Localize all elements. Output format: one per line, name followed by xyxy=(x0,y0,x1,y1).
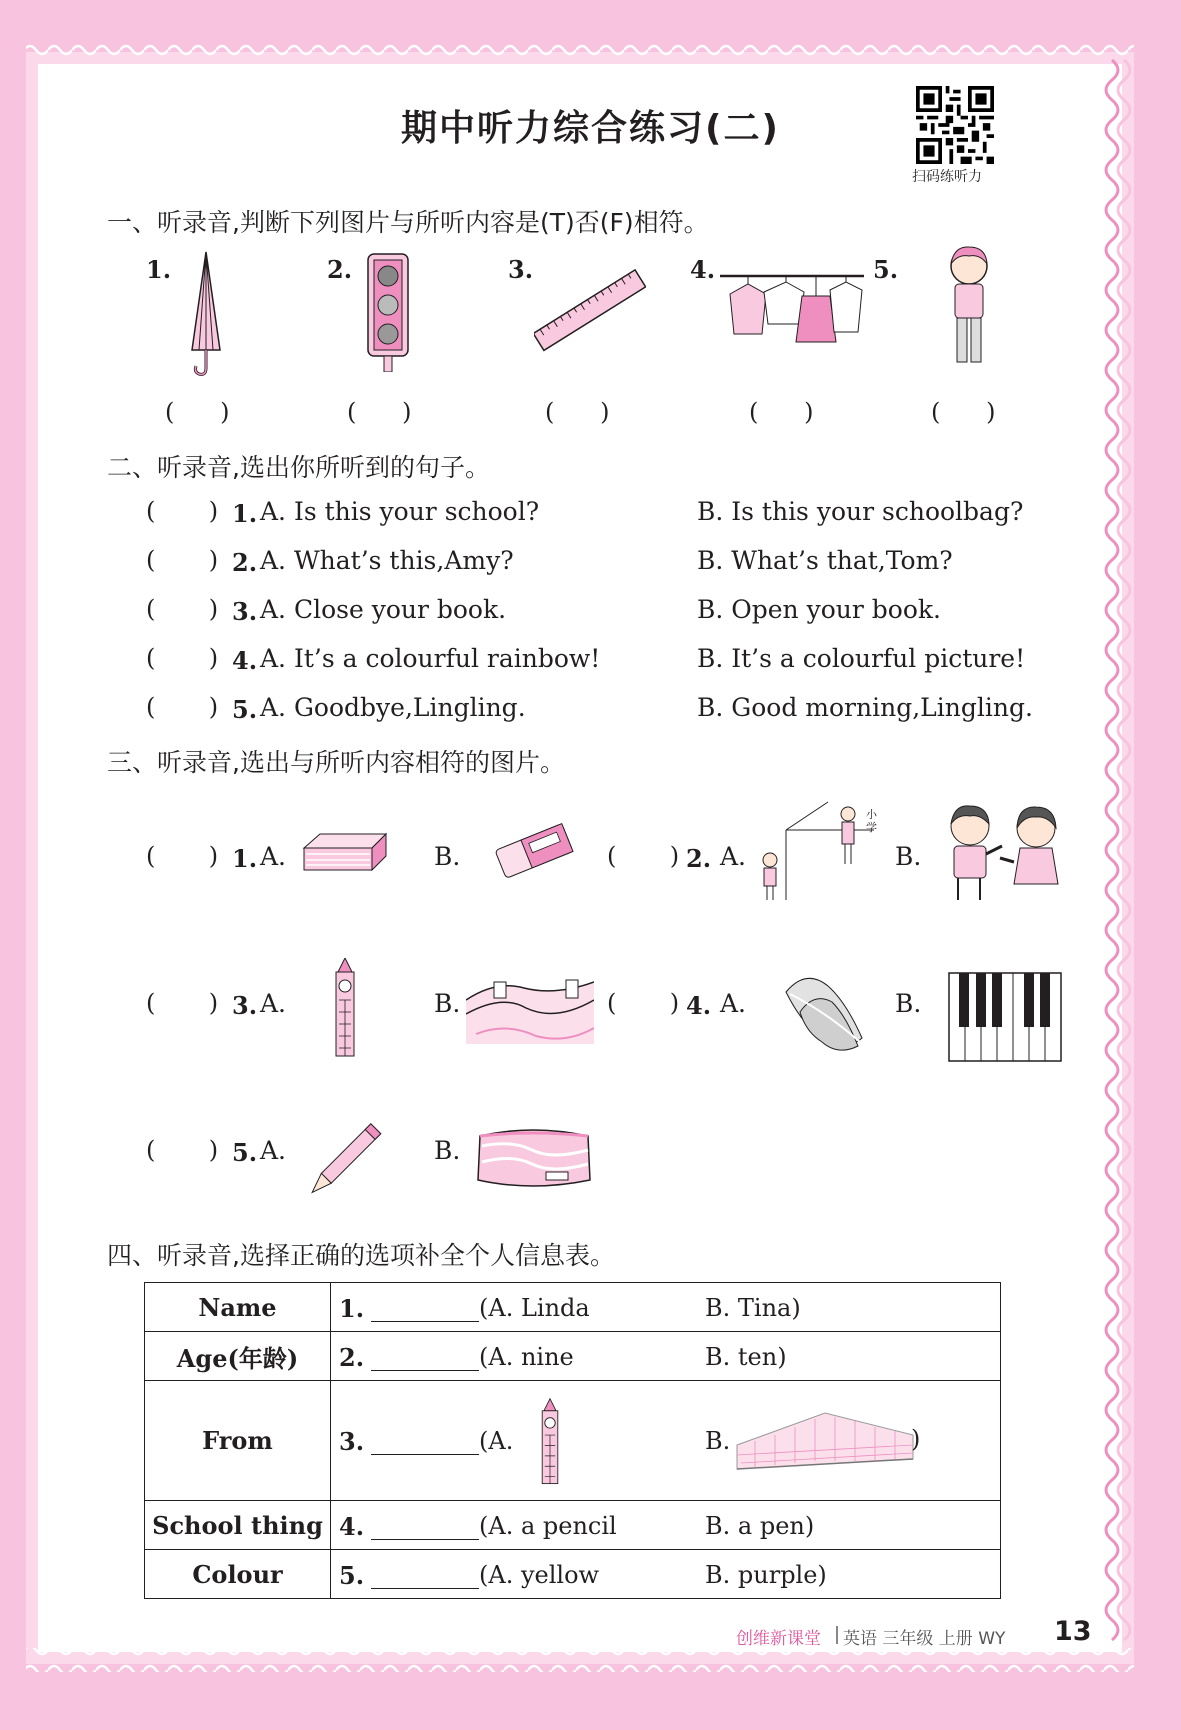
s2-option-a3: A. Close your book. xyxy=(260,595,507,624)
answer-cell-4[interactable] xyxy=(331,1501,1001,1550)
s1-item2-number: 2. xyxy=(327,255,353,284)
children-greeting-icon xyxy=(940,802,1068,904)
s3-number2: 2. xyxy=(686,844,712,873)
s1-answer3[interactable]: ( ) xyxy=(545,398,610,426)
option-close-3: ) xyxy=(911,1425,921,1453)
s2-answer5[interactable]: ( ) xyxy=(146,693,219,721)
s3-label-b5: B. xyxy=(434,1136,461,1165)
row-label-school-thing: School thing xyxy=(145,1501,331,1550)
waving-at-school-icon xyxy=(748,800,876,908)
section2-heading: 二、听录音,选出你所听到的句子。 xyxy=(107,453,490,482)
book-icon xyxy=(300,830,390,876)
option-a-1: (A. Linda xyxy=(479,1294,590,1322)
section4-heading: 四、听录音,选择正确的选项补全个人信息表。 xyxy=(107,1241,615,1270)
s3-number5: 5. xyxy=(232,1138,258,1167)
s2-answer3[interactable]: ( ) xyxy=(146,595,219,623)
option-a-4: (A. a pencil xyxy=(479,1512,617,1540)
s3-label-a2: A. xyxy=(720,842,747,871)
s2-option-b3: B. Open your book. xyxy=(697,595,941,624)
option-b-3: B. xyxy=(705,1427,731,1455)
s2-number2: 2. xyxy=(232,548,258,577)
s3-label-a4: A. xyxy=(720,989,747,1018)
row-number-5: 5. xyxy=(339,1561,365,1590)
eraser-icon xyxy=(492,818,576,884)
s3-label-a3: A. xyxy=(260,989,287,1018)
answer-blank-2[interactable] xyxy=(367,1344,481,1372)
ruler-icon xyxy=(534,268,646,354)
page-title: 期中听力综合练习(二) xyxy=(401,108,780,149)
s2-option-a5: A. Goodbye,Lingling. xyxy=(260,693,526,722)
row-label-age: Age(年龄) xyxy=(145,1332,331,1381)
option-b-1: B. Tina) xyxy=(705,1294,801,1322)
traffic-light-icon xyxy=(364,252,412,372)
s1-answer1[interactable]: ( ) xyxy=(165,398,230,426)
umbrella-icon xyxy=(186,250,226,380)
answer-cell-2[interactable] xyxy=(331,1332,1001,1381)
option-a-2: (A. nine xyxy=(479,1343,574,1371)
s3-label-b2: B. xyxy=(895,842,922,871)
s1-answer2[interactable]: ( ) xyxy=(347,398,412,426)
pencil-case-icon xyxy=(472,1122,596,1194)
footer-divider xyxy=(836,1626,838,1644)
s1-item3-number: 3. xyxy=(508,255,534,284)
s1-item4-number: 4. xyxy=(690,255,716,284)
option-a-3: (A. xyxy=(479,1427,514,1455)
row-number-3: 3. xyxy=(339,1427,365,1456)
row-number-2: 2. xyxy=(339,1343,365,1372)
cabbage-icon xyxy=(776,972,868,1058)
s1-item5-number: 5. xyxy=(873,255,899,284)
row-number-1: 1. xyxy=(339,1294,365,1323)
s3-label-a1: A. xyxy=(260,842,287,871)
s3-label-b3: B. xyxy=(434,989,461,1018)
option-a-5: (A. yellow xyxy=(479,1561,600,1589)
table-row xyxy=(145,1332,1001,1381)
s1-answer5[interactable]: ( ) xyxy=(931,398,996,426)
s2-answer2[interactable]: ( ) xyxy=(146,546,219,574)
s3-number3: 3. xyxy=(232,991,258,1020)
qr-code-icon[interactable] xyxy=(916,86,994,164)
s1-answer4[interactable]: ( ) xyxy=(749,398,814,426)
s2-option-a1: A. Is this your school? xyxy=(260,497,540,526)
clothes-rack-icon xyxy=(718,262,866,354)
answer-cell-5[interactable] xyxy=(331,1550,1001,1599)
great-wall-icon xyxy=(466,974,594,1044)
water-cube-icon xyxy=(735,1405,915,1475)
s3-label-a5: A. xyxy=(260,1136,287,1165)
s3-label-b1: B. xyxy=(434,842,461,871)
s3-number1: 1. xyxy=(232,844,258,873)
s3-answer5[interactable]: ( ) xyxy=(146,1136,219,1164)
footer-brand: 创维新课堂 xyxy=(736,1629,821,1649)
s2-number3: 3. xyxy=(232,597,258,626)
row-label-from: From xyxy=(145,1381,331,1501)
pencil-icon xyxy=(306,1120,382,1204)
s3-answer4[interactable]: ( ) xyxy=(607,989,680,1017)
s2-option-a4: A. It’s a colourful rainbow! xyxy=(260,644,601,673)
table-row xyxy=(145,1550,1001,1599)
option-b-5: B. purple) xyxy=(705,1561,827,1589)
row-label-name: Name xyxy=(145,1283,331,1332)
table-row xyxy=(145,1283,1001,1332)
answer-cell-1[interactable] xyxy=(331,1283,1001,1332)
s3-answer1[interactable]: ( ) xyxy=(146,842,219,870)
answer-blank-4[interactable] xyxy=(367,1513,481,1541)
s3-answer3[interactable]: ( ) xyxy=(146,989,219,1017)
qr-label: 扫码练听力 xyxy=(912,169,982,185)
s2-option-b2: B. What’s that,Tom? xyxy=(697,546,953,575)
s2-option-a2: A. What’s this,Amy? xyxy=(260,546,514,575)
s2-option-b4: B. It’s a colourful picture! xyxy=(697,644,1026,673)
row-number-4: 4. xyxy=(339,1512,365,1541)
big-ben-icon xyxy=(537,1393,563,1491)
section1-heading: 一、听录音,判断下列图片与所听内容是(T)否(F)相符。 xyxy=(107,208,709,237)
piano-keys-icon xyxy=(948,972,1062,1062)
answer-blank-3[interactable] xyxy=(367,1428,481,1456)
s2-answer1[interactable]: ( ) xyxy=(146,497,219,525)
s1-item1-number: 1. xyxy=(146,255,172,284)
option-b-4: B. a pen) xyxy=(705,1512,815,1540)
footer-info: 英语 三年级 上册 WY xyxy=(843,1629,1006,1649)
s2-answer4[interactable]: ( ) xyxy=(146,644,219,672)
table-row xyxy=(145,1381,1001,1501)
s3-label-b4: B. xyxy=(895,989,922,1018)
row-label-colour: Colour xyxy=(145,1550,331,1599)
answer-cell-3[interactable] xyxy=(331,1381,1001,1501)
s2-number4: 4. xyxy=(232,646,258,675)
s3-answer2[interactable]: ( ) xyxy=(607,842,680,870)
s2-number1: 1. xyxy=(232,499,258,528)
option-b-2: B. ten) xyxy=(705,1343,787,1371)
s3-number4: 4. xyxy=(686,991,712,1020)
answer-blank-5[interactable] xyxy=(367,1562,481,1590)
boy-icon xyxy=(944,244,994,370)
big-ben-icon xyxy=(330,958,360,1058)
section3-heading: 三、听录音,选出与所听内容相符的图片。 xyxy=(107,748,565,777)
page-number: 13 xyxy=(1054,1616,1092,1647)
personal-info-table xyxy=(144,1282,1001,1599)
s2-number5: 5. xyxy=(232,695,258,724)
table-row xyxy=(145,1501,1001,1550)
s2-option-b1: B. Is this your schoolbag? xyxy=(697,497,1024,526)
s2-option-b5: B. Good morning,Lingling. xyxy=(697,693,1033,722)
school-sign-label: 小学 xyxy=(866,808,877,834)
answer-blank-1[interactable] xyxy=(367,1295,481,1323)
